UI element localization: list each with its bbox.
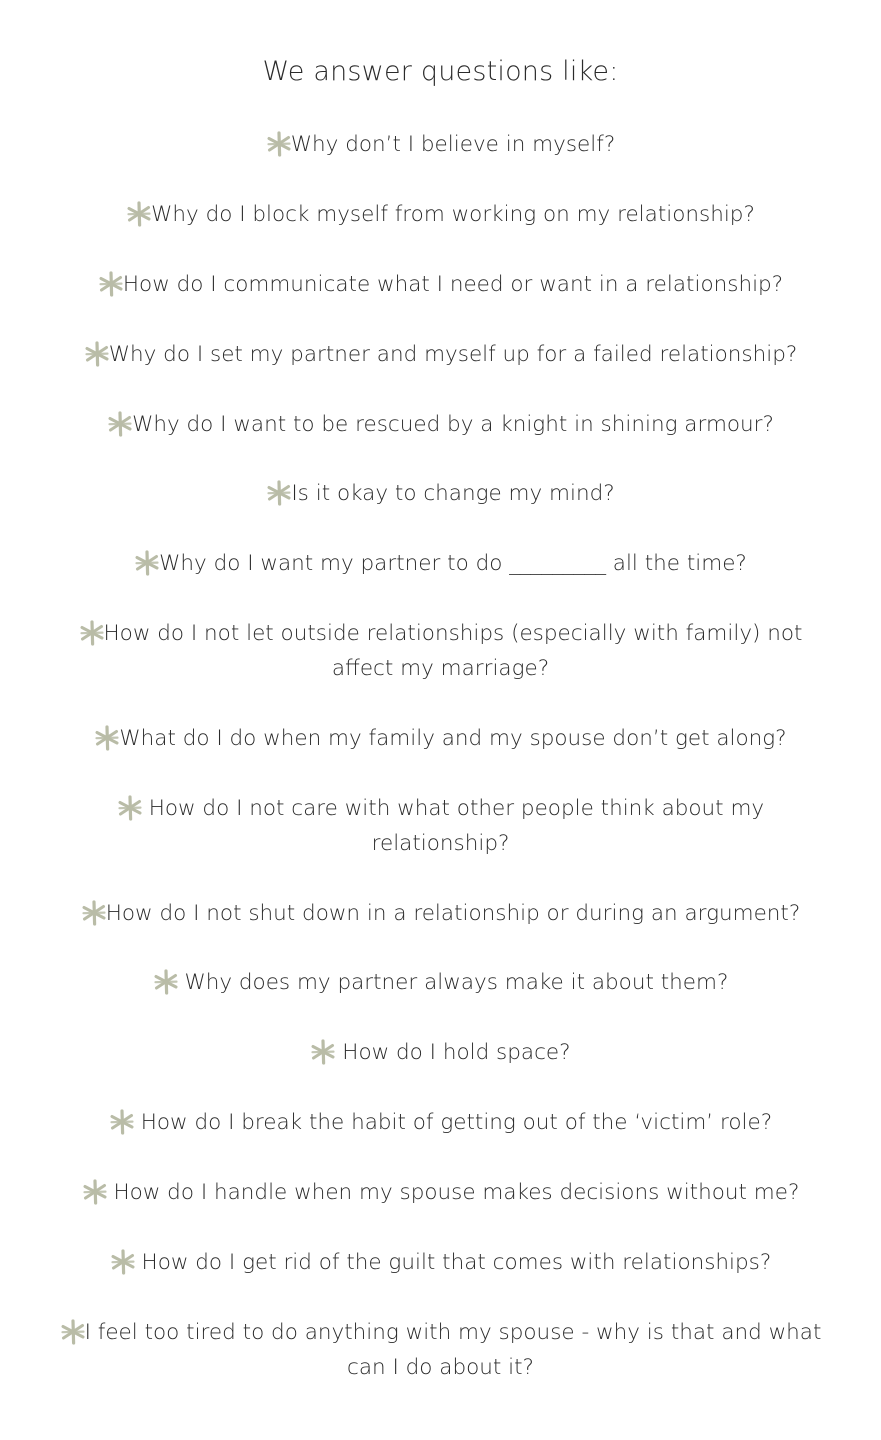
question-text: Why don’t I believe in myself? bbox=[290, 132, 616, 157]
sparkle-star-icon bbox=[84, 341, 110, 367]
question-text: Why do I want to be rescued by a knight in shining armour? bbox=[132, 412, 774, 437]
question-item bbox=[40, 1035, 841, 1070]
sparkle-star-icon bbox=[310, 1039, 336, 1065]
question-item bbox=[40, 721, 841, 756]
question-text: How do I not care with what other people think about my relationship? bbox=[141, 796, 765, 856]
sparkle-star-icon bbox=[94, 725, 120, 751]
sparkle-star-icon bbox=[153, 969, 179, 995]
sparkle-star-icon bbox=[60, 1319, 86, 1345]
sparkle-star-icon bbox=[82, 1179, 108, 1205]
question-text: I feel too tired to do anything with my spouse - why is that and what can I do about it? bbox=[84, 1320, 822, 1380]
page-title: We answer questions like: bbox=[262, 56, 619, 87]
question-item bbox=[40, 1175, 841, 1210]
question-text: What do I do when my family and my spouse don’t get along? bbox=[119, 726, 787, 751]
question-text: How do I hold space? bbox=[335, 1040, 571, 1065]
sparkle-star-icon bbox=[107, 411, 133, 437]
question-item bbox=[40, 127, 841, 162]
question-item bbox=[40, 197, 841, 232]
question-item bbox=[40, 407, 841, 442]
question-text: Why do I block myself from working on my relationship? bbox=[151, 202, 755, 227]
sparkle-star-icon bbox=[134, 550, 160, 576]
question-text: Why do I set my partner and myself up for a failed relationship? bbox=[108, 342, 798, 367]
question-text: Why does my partner always make it about them? bbox=[177, 970, 729, 995]
sparkle-star-icon bbox=[266, 131, 292, 157]
sparkle-star-icon bbox=[110, 1249, 136, 1275]
sparkle-star-icon bbox=[79, 620, 105, 646]
question-text: How do I get rid of the guilt that comes with relationships? bbox=[134, 1250, 772, 1275]
question-item bbox=[40, 476, 841, 511]
question-item bbox=[90, 791, 791, 861]
sparkle-star-icon bbox=[98, 271, 124, 297]
question-item bbox=[40, 267, 841, 302]
sparkle-star-icon bbox=[266, 480, 292, 506]
question-item bbox=[40, 965, 841, 1000]
sparkle-star-icon bbox=[81, 900, 107, 926]
question-item bbox=[40, 1245, 841, 1280]
question-text: How do I break the habit of getting out of the ‘victim’ role? bbox=[133, 1110, 773, 1135]
question-item bbox=[40, 1315, 841, 1385]
question-text: Is it okay to change my mind? bbox=[291, 481, 615, 506]
question-item bbox=[40, 1105, 841, 1140]
question-text: How do I not let outside relationships (especially with family) not affect my marriage? bbox=[103, 621, 803, 681]
question-item bbox=[40, 896, 841, 931]
sparkle-star-icon bbox=[126, 201, 152, 227]
question-item bbox=[40, 337, 841, 372]
question-item bbox=[60, 616, 821, 686]
sparkle-star-icon bbox=[117, 795, 143, 821]
question-text: Why do I want my partner to do _________ all the time? bbox=[159, 551, 747, 576]
question-text: How do I not shut down in a relationship or during an argument? bbox=[105, 901, 801, 926]
question-text: How do I handle when my spouse makes decisions without me? bbox=[106, 1180, 800, 1205]
question-item bbox=[40, 546, 841, 581]
question-text: How do I communicate what I need or want in a relationship? bbox=[122, 272, 784, 297]
sparkle-star-icon bbox=[109, 1109, 135, 1135]
